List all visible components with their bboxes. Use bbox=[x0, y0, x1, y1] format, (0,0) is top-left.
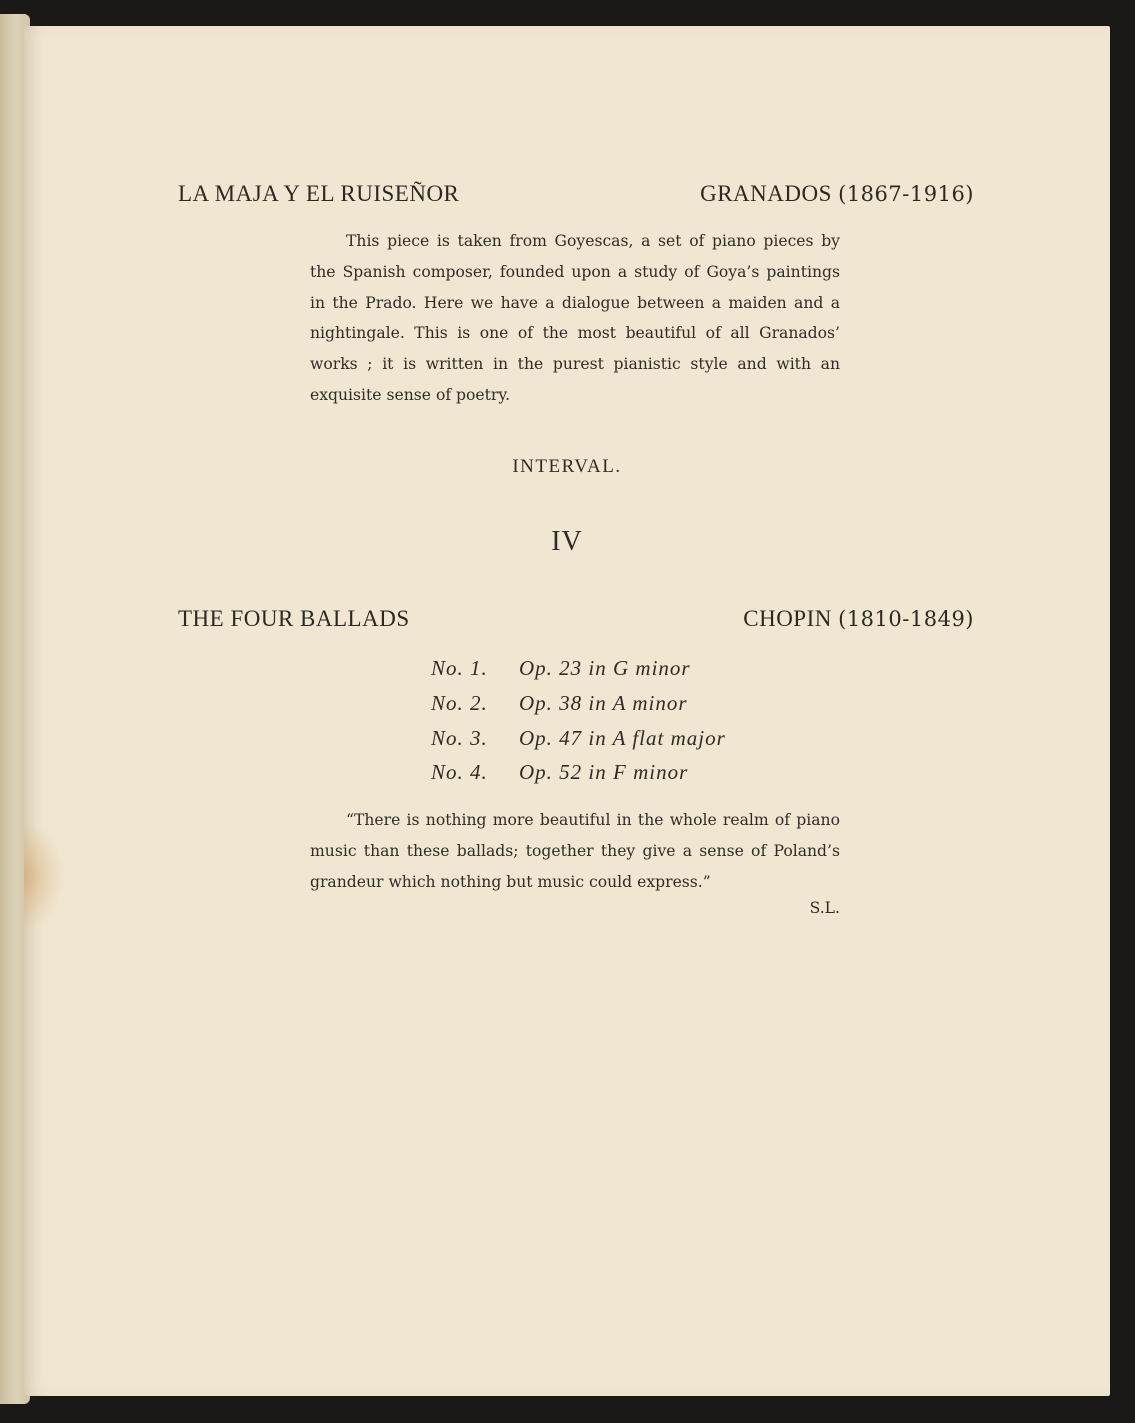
composer-name: CHOPIN bbox=[743, 606, 832, 631]
composer-name: GRANADOS bbox=[700, 181, 832, 206]
composer-credit bbox=[700, 181, 974, 207]
composer-dates: (1867-1916) bbox=[838, 182, 974, 206]
piece-heading-chopin bbox=[178, 606, 974, 632]
ballad-number: No. 2. bbox=[431, 690, 488, 715]
interval-heading: INTERVAL. bbox=[512, 456, 622, 477]
part-number: IV bbox=[551, 526, 583, 557]
piece-title: THE FOUR BALLADS bbox=[178, 606, 410, 631]
ballad-opus: Op. 52 in F minor bbox=[519, 760, 689, 785]
ballad-number: No. 4. bbox=[431, 760, 488, 785]
piece-heading-granados bbox=[178, 181, 974, 207]
ballad-list bbox=[431, 656, 726, 795]
program-page bbox=[24, 26, 1110, 1396]
list-item bbox=[431, 726, 726, 761]
list-item bbox=[431, 691, 726, 726]
piece-description: This piece is taken from Goyescas, a set of piano pieces by the Spanish composer, founded upon a study of Goya’s paintings in the Prado. Here we have a dialogue between a maiden and a nightingale. This is one of the most beautiful of all Granados’ works ; it is written in the purest pianistic style and with an exquisite sense of poetry. bbox=[310, 232, 840, 404]
list-item bbox=[431, 760, 726, 795]
ballad-opus: Op. 47 in A flat major bbox=[519, 725, 726, 750]
composer-dates: (1810-1849) bbox=[838, 607, 974, 631]
piece-title: LA MAJA Y EL RUISEÑOR bbox=[178, 181, 460, 206]
ballads-quote: “There is nothing more beautiful in the whole realm of piano music than these ballads; together they give a sense of Poland’s grandeur which nothing but music could express.” bbox=[310, 811, 840, 891]
ballad-opus: Op. 38 in A minor bbox=[519, 690, 688, 715]
ballad-number: No. 3. bbox=[431, 725, 488, 750]
ballad-number: No. 1. bbox=[431, 656, 488, 680]
composer-credit bbox=[743, 606, 974, 632]
quote-signature: S.L. bbox=[809, 899, 840, 917]
ballad-opus: Op. 23 in G minor bbox=[519, 656, 691, 680]
list-item bbox=[431, 656, 726, 691]
paper-stain bbox=[24, 821, 64, 931]
